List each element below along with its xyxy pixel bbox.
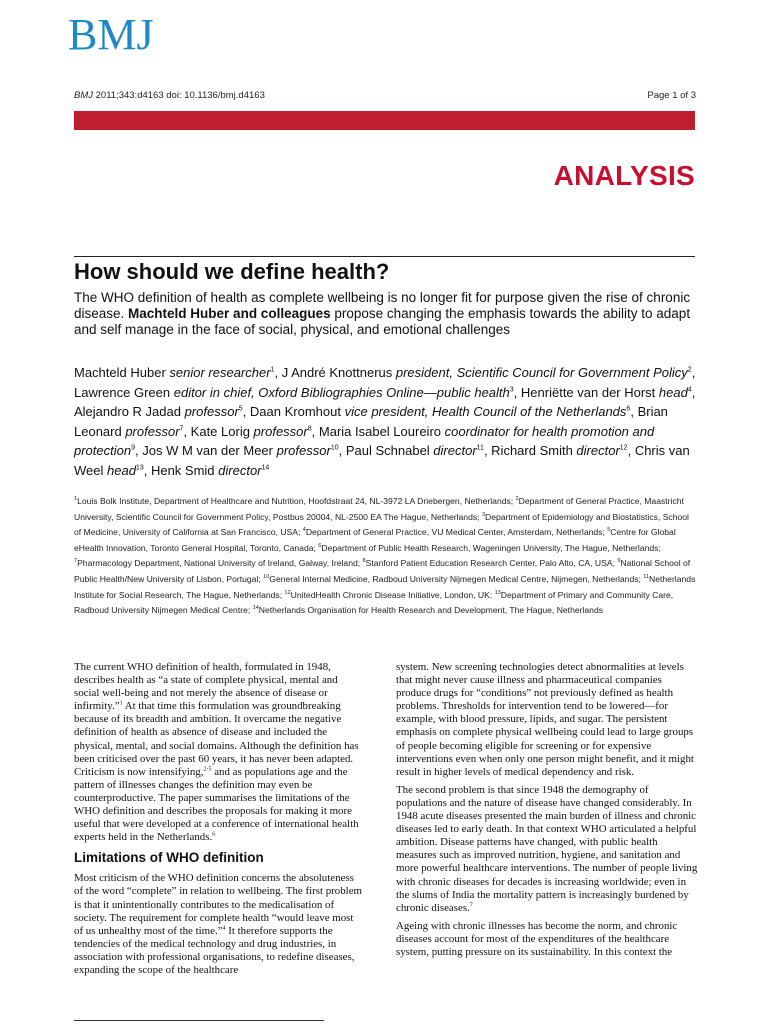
text: Most criticism of the WHO definition concerns the absoluteness of the word “complete” in relation to wellbeing. The first problem is that it unintentionally contributes to the medicalisation of society. The requirement for complete health “would leave most of us unhealthy most of the time.”	[74, 872, 363, 937]
author-sep: ,	[242, 404, 250, 420]
author-role: director	[576, 443, 620, 459]
affil-text: General Internal Medicine, Radboud University Nijmegen Medical Centre, Nijmegen, Netherlands;	[269, 573, 644, 584]
author-affil-sup: 14	[261, 464, 270, 472]
affil-text: National School of Public Health/New University of Lisbon, Portugal;	[74, 558, 691, 584]
affiliations	[74, 494, 698, 619]
author-affil-sup: 9	[131, 445, 135, 453]
author-sep: ,	[691, 365, 696, 380]
affil-text: Department of General Practice, VU Medical Center, Amsterdam, Netherlands;	[305, 527, 608, 538]
affil-number: 12	[284, 589, 291, 596]
standfirst-authors: Machteld Huber and colleagues	[128, 306, 331, 321]
author-affil-sup: 5	[238, 405, 243, 413]
affil-text: Netherlands Institute for Social Research, The Hague, Netherlands;	[74, 573, 696, 600]
author-sep: ,	[311, 423, 319, 439]
author-affil-sup: 7	[179, 425, 184, 433]
section-heading: Limitations of WHO definition	[74, 850, 264, 866]
body-paragraph	[74, 661, 364, 844]
author-sep: ,	[513, 384, 521, 400]
author-affil-sup: 13	[135, 464, 144, 472]
affil-number: 14	[252, 605, 259, 612]
author-name: Maria Isabel Loureiro	[318, 423, 445, 439]
section-label: ANALYSIS	[553, 160, 695, 191]
affil-text: UnitedHealth Chronic Disease Initiative, London, UK;	[290, 589, 495, 600]
author-role: head	[658, 384, 688, 400]
author-role: director	[218, 462, 262, 478]
author-sep: ,	[183, 423, 191, 439]
author-role: professor	[253, 423, 308, 439]
author-name: Henriëtte van der Horst	[520, 384, 659, 400]
ref-sup: 7	[469, 902, 473, 909]
body-column-left	[74, 661, 364, 982]
author-name: Brian Leonard	[74, 404, 668, 439]
text: and as populations age and the pattern of illnesses changes the definition may even be counterproductive. The paper summarises the limitations of the WHO definition and describes the proposals for making it more useful that were developed at a conference of international health experts held in the Netherlands.	[74, 765, 359, 844]
affil-text: Department of Public Health Research, Wageningen University, The Hague, Netherlands;	[321, 542, 661, 553]
author-name: Lawrence Green	[74, 384, 174, 400]
author-sep: ,	[483, 443, 492, 459]
standfirst-text-a: The WHO definition of health as complete wellbeing is no longer fit for purpose given the rise of chronic disease.	[74, 290, 691, 321]
author-name: Alejandro R Jadad	[74, 404, 185, 420]
author-sep: ,	[338, 443, 346, 459]
affil-text: Louis Bolk Institute, Department of Healthcare and Nutrition, Hoofdstraat 24, NL-3972 LA Driebergen, Netherlands;	[77, 496, 516, 506]
author-name: J André Knottnerus	[281, 365, 396, 380]
standfirst	[74, 290, 694, 338]
bmj-logo: BMJ	[68, 10, 154, 59]
author-role: professor	[184, 404, 239, 420]
affil-number: 4	[302, 527, 306, 534]
author-affil-sup: 10	[330, 445, 339, 453]
author-sep: ,	[143, 462, 151, 478]
text: It therefore supports the tendencies of the medical technology and drug industries, in association with professional organisations, to redefine diseases, expanding the scope of the healthcare	[74, 924, 355, 976]
affil-number: 2	[515, 496, 519, 503]
author-affil-sup: 4	[687, 386, 692, 394]
author-list	[74, 363, 698, 481]
author-role: head	[107, 462, 136, 478]
author-name: Daan Kromhout	[249, 404, 345, 420]
text: The second problem is that since 1948 the demography of populations and the nature of disease have changed considerably. In 1948 acute diseases presented the main burden of illness and chronic diseases led to early death. In that context WHO articulated a helpful ambition. Disease patterns have changed, with public health measures such as improved nutrition, hygiene, and sanitation and more powerful healthcare interventions. The number of people living with chronic diseases for decades is increasing worldwide; even in the slums of India the mortality pattern is increasingly burdened by chronic diseases.	[396, 783, 698, 914]
affil-number: 6	[318, 542, 322, 549]
author-role: editor in chief, Oxford Bibliographies Online—public health	[173, 384, 510, 400]
author-role: professor	[276, 443, 331, 459]
author-affil-sup: 12	[619, 445, 628, 453]
affil-text: Centre for Global eHealth Innovation, Toronto General Hospital, Toronto, Canada;	[74, 527, 676, 553]
ref-sup: 4	[222, 925, 226, 932]
body-paragraph: system. New screening technologies detect abnormalities at levels that might never cause illness and pharmaceutical companies produce drugs for “conditions” not previously defined as health problems. Thresholds for intervention tend to be lowered—for example, with blood pressure, lipids, and sugar. The persistent emphasis on complete physical wellbeing could lead to large groups of people becoming eligible for screening or for expensive interventions even when only one person might benefit, and it might result in higher levels of medical dependency and risk.	[396, 661, 694, 778]
author-role: director	[433, 443, 477, 459]
article-title: How should we define health?	[74, 259, 390, 284]
body-column-right	[396, 661, 698, 964]
affil-text: Department of Primary and Community Care, Radboud University Nijmegen Medical Centre;	[74, 589, 674, 616]
page-number: Page 1 of 3	[647, 90, 696, 101]
author-name: Richard Smith	[491, 443, 577, 459]
affil-text: Netherlands Organisation for Health Research and Development, The Hague, Netherlands	[258, 605, 604, 616]
body-paragraph	[396, 784, 698, 915]
text: The current WHO definition of health, formulated in 1948, describes health as “a state of complete physical, mental and social well-being and not merely the absence of disease or infirmity.”	[74, 661, 338, 713]
affil-number: 10	[263, 574, 270, 581]
citation	[74, 90, 265, 101]
author-affil-sup: 6	[626, 405, 631, 413]
author-sep: ,	[274, 365, 282, 380]
author-role: professor	[125, 423, 180, 439]
text: At that time this formulation was groundbreaking because of its breadth and ambition. It overcame the negative definition of health as absence of disease and included the physical, mental, and social domains. Although the definition has been criticised over the past 60 years, it has never been adapted. Criticism is now intensifying,	[74, 700, 359, 778]
body-paragraph	[74, 872, 364, 977]
author-affil-sup: 8	[307, 425, 312, 433]
author-role: coordinator for health promotion and protection	[74, 423, 655, 459]
affil-number: 13	[494, 589, 501, 596]
affil-number: 3	[481, 511, 485, 518]
affil-number: 1	[74, 496, 78, 503]
body-paragraph: Ageing with chronic illnesses has become the norm, and chronic diseases account for most of the expenditures of the healthcare system, putting pressure on its sustainability. In this context the	[396, 919, 678, 958]
affil-text: Stanford Patient Education Research Center, Palo Alto, CA, USA;	[365, 558, 618, 569]
affil-text: Pharmacology Department, National University of Ireland, Galway, Ireland;	[77, 558, 363, 569]
ref-sup: 6	[212, 831, 216, 838]
ref-sup: 1	[119, 700, 123, 707]
standfirst-text-b: propose changing the emphasis towards the ability to adapt and self manage in the face of social, physical, and emotional challenges	[74, 306, 691, 337]
author-affil-sup: 2	[687, 366, 692, 374]
affil-text: Department of Epidemiology and Biostatistics, School of Medicine, University of California at San Francisco, USA;	[74, 511, 689, 538]
footnote-rule	[74, 1020, 324, 1021]
author-name: Henk Smid	[150, 462, 219, 478]
author-role: vice president, Health Council of the Netherlands	[344, 404, 627, 420]
author-name: Machteld Huber	[74, 365, 170, 380]
title-rule	[74, 256, 695, 257]
affil-number: 11	[643, 574, 650, 581]
author-affil-sup: 11	[476, 445, 484, 453]
affil-number: 5	[607, 527, 611, 534]
author-affil-sup: 3	[509, 386, 514, 394]
author-role: senior researcher	[169, 365, 271, 380]
header-red-bar	[74, 111, 695, 130]
author-sep: ,	[627, 443, 635, 459]
author-name: Chris van Weel	[74, 443, 690, 478]
author-name: Kate Lorig	[190, 423, 254, 439]
author-name: Jos W M van der Meer	[142, 443, 277, 459]
author-sep: ,	[691, 384, 696, 400]
ref-sup: 2-5	[203, 766, 212, 773]
author-role: president, Scientific Council for Government Policy	[395, 365, 688, 380]
citation-details: 2011;343:d4163 doi: 10.1136/bmj.d4163	[93, 90, 265, 101]
affil-number: 9	[617, 558, 621, 565]
affil-number: 8	[362, 558, 366, 565]
affil-number: 7	[74, 558, 78, 565]
author-sep: ,	[135, 443, 143, 459]
author-affil-sup: 1	[270, 366, 275, 374]
journal-name: BMJ	[74, 90, 93, 101]
affil-text: Department of General Practice, Maastricht University, Scientific Council for Government Policy, Postbus 20004, NL-2500 EA The Hague, Netherlands;	[74, 496, 684, 522]
author-sep: ,	[630, 404, 638, 420]
author-name: Paul Schnabel	[345, 443, 434, 459]
